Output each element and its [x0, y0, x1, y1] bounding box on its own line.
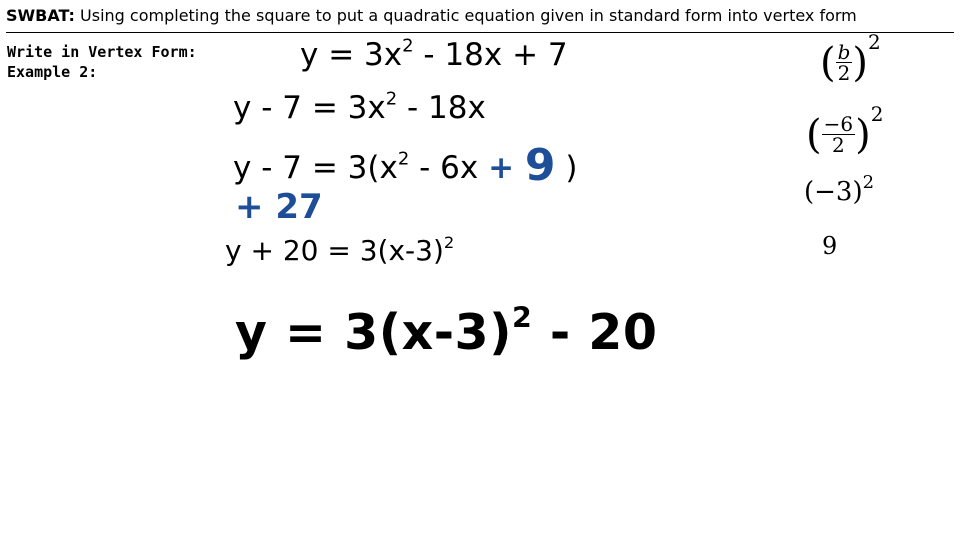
eq2-right: - 18x	[397, 90, 486, 126]
equation-step-complete-square	[225, 232, 455, 267]
equation-vertex-form	[235, 301, 658, 361]
formula-exponent: 2	[862, 172, 875, 193]
right-paren: )	[855, 111, 871, 158]
equation-balance-term: + 27	[235, 187, 323, 227]
eq6-left: y = 3(x-3)	[235, 304, 513, 361]
objective-header	[6, 4, 954, 33]
eq1-exponent: 2	[402, 35, 414, 57]
eq5-exponent: 2	[443, 232, 455, 252]
formula-result: 9	[822, 232, 838, 260]
fraction-numerator: −6	[823, 112, 854, 136]
equation-step-factor	[233, 140, 578, 191]
fraction-denominator: 2	[837, 61, 851, 85]
formula-simplified	[804, 174, 874, 205]
eq3-middle: - 6x	[409, 150, 489, 186]
instruction-block	[7, 42, 197, 82]
eq3-added-term: 9	[524, 140, 556, 191]
fraction	[822, 114, 855, 155]
eq1-right: - 18x + 7	[413, 37, 568, 73]
eq6-exponent: 2	[512, 301, 533, 335]
eq3-left: y - 7 = 3(x	[233, 150, 398, 186]
eq3-plus: +	[488, 150, 525, 186]
eq3-exponent: 2	[397, 148, 410, 170]
eq3-close-paren: )	[555, 150, 578, 186]
right-paren: )	[852, 39, 869, 86]
equation-step-subtract	[233, 88, 486, 126]
eq1-left: y = 3x	[300, 37, 403, 73]
eq2-exponent: 2	[385, 88, 398, 110]
formula-substituted	[806, 102, 884, 158]
example-label: Example 2:	[7, 63, 98, 81]
equation-standard-form	[300, 35, 568, 73]
eq6-right: - 20	[532, 304, 658, 361]
fraction	[836, 42, 853, 83]
left-paren: (	[820, 39, 836, 86]
eq2-left: y - 7 = 3x	[233, 90, 386, 126]
formula-exponent: 2	[870, 102, 884, 126]
objective-text: Using completing the square to put a quadratic equation given in standard form into vertex form	[74, 6, 857, 25]
fraction-denominator: 2	[831, 133, 845, 157]
left-paren: (	[806, 111, 822, 158]
eq5-left: y + 20 = 3(x-3)	[225, 234, 444, 267]
swbat-label: SWBAT:	[6, 6, 75, 25]
fraction-numerator: b	[837, 40, 851, 64]
formula-exponent: 2	[868, 30, 881, 54]
formula-base: (−3)	[804, 177, 863, 207]
instruction-line: Write in Vertex Form:	[7, 43, 197, 61]
formula-b-over-2-squared	[820, 30, 881, 86]
